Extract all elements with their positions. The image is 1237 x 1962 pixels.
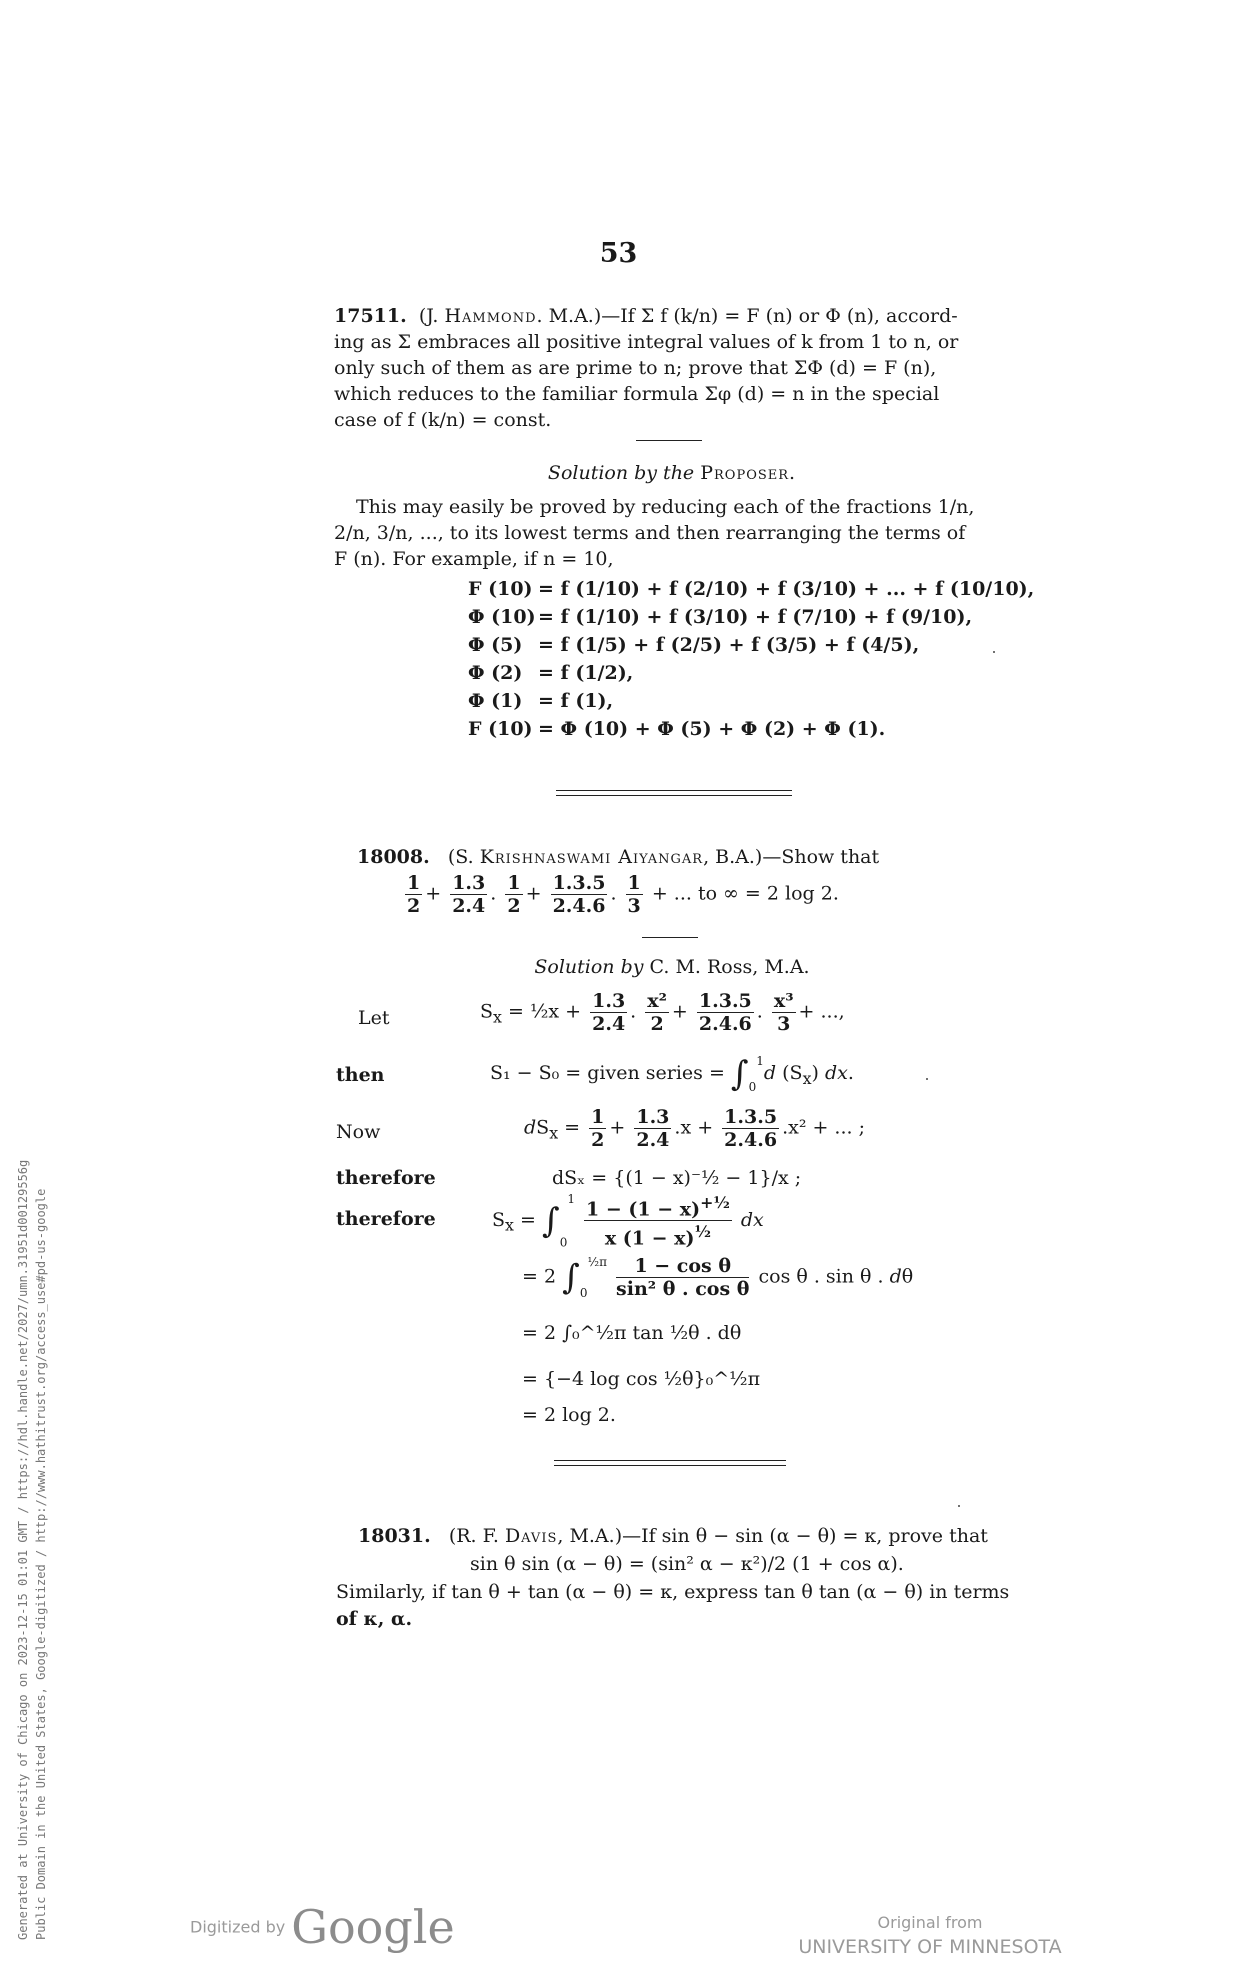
equation-row bbox=[468, 634, 919, 656]
step-tan-integral: = 2 ∫₀^½π tan ½θ . dθ bbox=[522, 1322, 742, 1344]
margin-line-1: Generated at University of Chicago on 2023-12-15 01:01 GMT / https://hdl.handle.net/2027/umn.31951d00129556g bbox=[16, 1159, 30, 1940]
series-tail: + ... to ∞ = 2 log 2. bbox=[651, 882, 839, 905]
equation-rhs: = f (1/5) + f (2/5) + f (3/5) + f (4/5), bbox=[538, 634, 920, 656]
fraction: $\frac{1}{2}$ bbox=[507, 872, 521, 917]
sx-definition: $S_x$ = ½x + $\frac{1.3}{2.4}$ . $\frac{\text{x²}}{2}$ + $\frac{1.3.5}{2.4.6}$ . $\frac{\text{x³}}{3}$ + ..., bbox=[480, 990, 845, 1035]
statement-line-3: Similarly, if tan θ + tan (α − θ) = κ, express tan θ tan (α − θ) in terms bbox=[336, 1581, 1010, 1603]
label-therefore: therefore bbox=[336, 1167, 436, 1189]
fraction: $\frac{1.3.5}{2.4.6}$ bbox=[724, 1106, 778, 1151]
section-divider bbox=[554, 1460, 786, 1466]
equation-lhs: Φ (5) bbox=[468, 634, 523, 656]
equation-rhs: = f (1/10) + f (2/10) + f (3/10) + ... + f (10/10), bbox=[538, 578, 1035, 600]
statement-line-5: case of f (k/n) = const. bbox=[334, 409, 552, 431]
solution-italic: Solution by bbox=[534, 956, 644, 978]
print-speck bbox=[926, 1078, 928, 1080]
step-trig-integral: = 2 $\int 0^{\frac{1}{2}\pi}$ $\frac{\text{1 − cos θ}}{\text{sin² θ . cos θ}}$ cos θ . sin θ . dθ bbox=[522, 1255, 914, 1300]
fraction: $\frac{1 - (1 - x)^{+\frac{1}{2}}}{x (1 - x)^{\frac{1}{2}}}$ bbox=[586, 1193, 730, 1250]
solution-italic: Solution by the bbox=[547, 462, 695, 484]
equation-lhs: Φ (1) bbox=[468, 690, 523, 712]
problem-number: 17511. bbox=[334, 305, 407, 327]
author-name: Hammond bbox=[444, 305, 537, 327]
fraction: $\frac{\text{1 − cos θ}}{\text{sin² θ . cos θ}}$ bbox=[616, 1255, 750, 1300]
statement-line-3: only such of them as are prime to n; prove that ΣΦ (d) = F (n), bbox=[334, 357, 937, 379]
author-close: , B.A.)—Show that bbox=[703, 846, 880, 868]
page-number: 53 bbox=[599, 238, 638, 269]
sx-integral: $S_x = \int 0^1$ $\frac{1 - (1 - x)^{+\frac{1}{2}}}{x (1 - x)^{\frac{1}{2}}}$ dx bbox=[492, 1192, 764, 1250]
university-name: UNIVERSITY OF MINNESOTA bbox=[798, 1936, 1062, 1958]
fraction: $\frac{1.3.5}{2.4.6}$ bbox=[552, 872, 606, 917]
equation-lhs: F (10) bbox=[468, 578, 533, 600]
statement-line-2: sin θ sin (α − θ) = (sin² α − κ²)/2 (1 + cos α). bbox=[470, 1553, 904, 1575]
equation-row bbox=[468, 578, 1034, 600]
author-open: (J. bbox=[418, 305, 445, 327]
step-result: = 2 log 2. bbox=[522, 1404, 616, 1426]
equation-row bbox=[468, 690, 613, 712]
label-let: Let bbox=[358, 1007, 390, 1029]
fraction: $\frac{1.3}{2.4}$ bbox=[592, 990, 626, 1035]
print-speck bbox=[958, 1505, 960, 1507]
statement-line-1: —If Σ f (k/n) = F (n) or Φ (n), accord- bbox=[601, 305, 958, 327]
problem-18031-statement bbox=[358, 1525, 988, 1547]
problem-17511-statement bbox=[334, 303, 1010, 433]
author-name: Davis bbox=[504, 1525, 558, 1547]
equation-row bbox=[468, 662, 633, 684]
series-equation: $\frac{1}{2}$ + $\frac{1.3}{2.4}$ . $\frac{1}{2}$ + $\frac{1.3.5}{2.4.6}$ . $\frac{1}{3}$ + ... to ∞ = 2 log 2. bbox=[407, 872, 839, 917]
print-speck bbox=[993, 651, 995, 653]
equation-lhs: F (10) bbox=[468, 718, 533, 740]
equation-lhs: Φ (10) bbox=[468, 606, 536, 628]
label-therefore: therefore bbox=[336, 1208, 436, 1230]
solution-proposer: Proposer. bbox=[700, 462, 797, 484]
author-close: , M.A.)—If sin θ − sin (α − θ) = κ, prove that bbox=[557, 1525, 988, 1547]
statement-line-4: which reduces to the familiar formula Σφ (d) = n in the special bbox=[334, 383, 940, 405]
label-now: Now bbox=[336, 1121, 381, 1143]
body-line-2: 2/n, 3/n, ..., to its lowest terms and then rearranging the terms of bbox=[334, 522, 966, 544]
solution-body bbox=[334, 494, 1010, 572]
body-line-3: F (n). For example, if n = 10, bbox=[334, 548, 614, 570]
google-logo: Google bbox=[291, 1900, 455, 1954]
equation-lhs: Φ (2) bbox=[468, 662, 523, 684]
fraction: $\frac{1.3}{2.4}$ bbox=[452, 872, 486, 917]
equation-row bbox=[468, 606, 972, 628]
solution-heading bbox=[334, 956, 1010, 978]
solution-heading bbox=[334, 462, 1010, 484]
dsx-series: $dS_x$ = $\frac{1}{2}$ + $\frac{1.3}{2.4}$ .x + $\frac{1.3.5}{2.4.6}$ .x² + ... ; bbox=[524, 1106, 865, 1151]
fraction: $\frac{1}{3}$ bbox=[627, 872, 641, 917]
hathitrust-margin-note bbox=[14, 1160, 50, 1940]
dsx-closed-form: dSₓ = {(1 − x)⁻½ − 1}/x ; bbox=[552, 1167, 802, 1189]
equation-rhs: = f (1/2), bbox=[538, 662, 634, 684]
equation-rhs: = f (1/10) + f (3/10) + f (7/10) + f (9/10), bbox=[538, 606, 973, 628]
digitized-by-text: Digitized by bbox=[190, 1917, 286, 1937]
short-divider bbox=[642, 937, 698, 938]
fraction: $\frac{1}{2}$ bbox=[407, 872, 421, 917]
fraction: $\frac{1}{2}$ bbox=[591, 1106, 605, 1151]
step-log-cos: = {−4 log cos ½θ}₀^½π bbox=[522, 1368, 761, 1390]
section-divider bbox=[556, 790, 792, 796]
short-divider bbox=[636, 440, 702, 441]
statement-line-4: of κ, α. bbox=[336, 1608, 413, 1630]
statement-line-2: ing as Σ embraces all positive integral values of k from 1 to n, or bbox=[334, 331, 959, 353]
problem-number: 18031. bbox=[358, 1525, 431, 1547]
problem-number: 18008. bbox=[357, 846, 430, 868]
fraction: $\frac{1.3}{2.4}$ bbox=[636, 1106, 670, 1151]
fraction: $\frac{\text{x³}}{3}$ bbox=[773, 990, 794, 1035]
body-line-1: This may easily be proved by reducing each of the fractions 1/n, bbox=[356, 496, 975, 518]
author-name: Krishnaswami Aiyangar bbox=[479, 846, 704, 868]
digitized-by-google bbox=[190, 1900, 455, 1954]
given-series-integral: S₁ − S₀ = given series = $\int 0^1d$ $(S_x)$ dx. bbox=[490, 1054, 854, 1094]
equation-rhs: = f (1), bbox=[538, 690, 614, 712]
author-close: . M.A.) bbox=[536, 305, 602, 327]
author-open: (S. bbox=[447, 846, 480, 868]
fraction: $\frac{\text{x²}}{2}$ bbox=[647, 990, 667, 1035]
original-from bbox=[780, 1913, 1080, 1958]
margin-line-2: Public Domain in the United States, Google-digitized / http://www.hathitrust.org/access_use#pd-us-google bbox=[34, 1188, 48, 1940]
solution-author: C. M. Ross, M.A. bbox=[649, 956, 810, 978]
given-series-text: S₁ − S₀ = given series = bbox=[490, 1062, 725, 1084]
label-then: then bbox=[336, 1064, 385, 1086]
author-open: (R. F. bbox=[448, 1525, 505, 1547]
equation-row bbox=[468, 718, 885, 740]
equation-rhs: = Φ (10) + Φ (5) + Φ (2) + Φ (1). bbox=[538, 718, 886, 740]
problem-18008-statement bbox=[357, 846, 879, 868]
fraction: $\frac{1.3.5}{2.4.6}$ bbox=[698, 990, 752, 1035]
original-from-text: Original from bbox=[877, 1913, 983, 1932]
